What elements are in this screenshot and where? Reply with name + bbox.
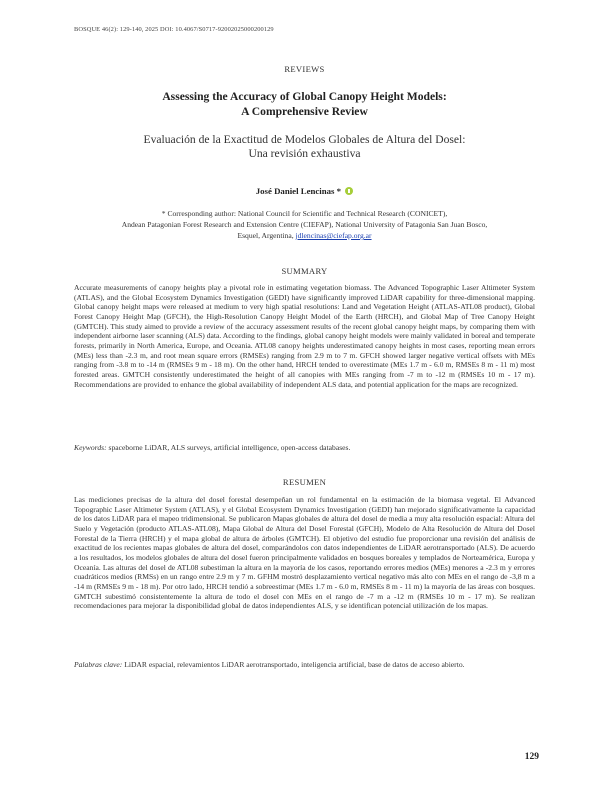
orcid-icon[interactable]	[345, 187, 353, 195]
journal-header: BOSQUE 46(2): 129-140, 2025 DOI: 10.4067/S0717-92002025000200129	[74, 26, 274, 33]
palabras-list: LiDAR espacial, relevamientos LiDAR aerotransportado, inteligencia artificial, base de datos de acceso abierto.	[122, 660, 465, 669]
affiliation-line-3	[0, 230, 609, 241]
palabras-label: Palabras clave:	[74, 660, 123, 669]
summary-heading: SUMMARY	[281, 266, 328, 276]
email-link[interactable]: jdlencinas@ciefap.org.ar	[295, 231, 372, 240]
section-label: REVIEWS	[284, 64, 325, 74]
summary-text: Accurate measurements of canopy heights play a pivotal role in estimating vegetation biomass. The Advanced Topographic Laser Altimeter System (ATLAS), and the Global Ecosystem Dynamics Investigation (GEDI) have significantly improved LiDAR capability for three-dimensional mapping. Global canopy height maps were released at medium to very high spatial resolutions: Land and Vegetation Height (ATLAS-ATL08 product), Global Forest Canopy Height Map (GFCH), the High-Resolution Canopy Height Model of the Earth (HRCH), and Global Map of Tree Canopy Height (GMTCH). This study aimed to provide a review of the accuracy assessment results of the recent global canopy height maps, by comparing them with independent airborne laser scanning (ALS) data. According to the findings, global canopy height models were mainly validated in boreal and temperate forests, primarily in North America, Europe, and Oceania. ATL08 canopy heights underestimated canopy heights in most cases, reporting mean errors (MEs) less than -2.3 m, and root mean square errors (RMSEs) ranging from 2.9 m to 7 m. GFCH showed larger negative vertical offsets with MEs ranging from -3.8 m to -14 m (RMSEs 9 m - 18 m). On the other hand, HRCH tended to overestimate (MEs 1.7 m - 6.0 m, RMSEs 8 m - 11 m) most forested areas. GMTCH consistently underestimated the height of all canopies with MEs ranging from -7 m to -12 m (RMSEs 10 m - 17 m). Recommendations are provided to enhance the global availability of independent ALS data, and potential application for the maps are recognized.	[74, 283, 535, 389]
article-title-spanish	[0, 133, 609, 161]
palabras-clave	[74, 660, 535, 670]
affiliation	[0, 208, 609, 241]
affiliation-line-2: Andean Patagonian Forest Research and Extension Centre (CIEFAP), National University of Patagonia San Juan Bosco,	[121, 220, 488, 229]
title-line-2: A Comprehensive Review	[241, 104, 368, 118]
affiliation-location: Esquel, Argentina,	[237, 231, 296, 240]
author-mark: *	[336, 186, 342, 196]
title-line-1: Assessing the Accuracy of Global Canopy Height Models:	[162, 90, 447, 103]
resumen-heading: RESUMEN	[282, 477, 327, 487]
author-line	[0, 186, 609, 196]
keywords	[74, 443, 535, 453]
title-es-line-1: Evaluación de la Exactitud de Modelos Globales de Altura del Dosel:	[143, 133, 466, 146]
article-title	[0, 90, 609, 119]
keywords-list: spaceborne LiDAR, ALS surveys, artificial intelligence, open-access databases.	[106, 443, 351, 452]
author-name: José Daniel Lencinas	[255, 186, 335, 196]
affiliation-line-1: * Corresponding author: National Council for Scientific and Technical Research (CONICET),	[161, 209, 448, 218]
title-es-line-2: Una revisión exhaustiva	[248, 147, 361, 160]
keywords-label: Keywords:	[74, 443, 107, 452]
resumen-text: Las mediciones precisas de la altura del dosel forestal desempeñan un rol fundamental en la estimación de la biomasa vegetal. El Advanced Topographic Laser Altimeter System (ATLAS), y el Global Ecosystem Dynamics Investigation (GEDI) han mejorado significativamente la capacidad de los datos LiDAR para el mapeo tridimensional. Se publicaron Mapas globales de altura del dosel de media a muy alta resolución espacial: Altura del Suelo y Vegetación (producto ATLAS-ATL08), Mapa Global de Altura del Dosel Forestal (GFCH), Modelo de Alta Resolución de Altura del Dosel Forestal de la Tierra (HRCH) y el mapa global de altura de árboles (GMTCH). El objetivo del estudio fue proporcionar una revisión del análisis de exactitud de los recientes mapas globales de altura del dosel, comparándolos con datos independientes de LiDAR aerotransportado (ALS). De acuerdo a los resultados, los modelos globales de altura del dosel fueron principalmente validados en bosques boreales y templados de Norteamérica, Europa y Oceanía. Las alturas del dosel de ATL08 subestiman la altura en la mayoría de los casos, reportando errores medios (MEs) menores a -2.3 m y errores cuadráticos medios (RMSs) en un rango entre 2.9 m y 7 m. GFHM mostró desplazamiento vertical negativo más alto con MEs en el rango de -3,8 m a -14 m (RMSEs 9 m - 18 m). Por otro lado, HRCH tendió a sobreestimar (MEs 1.7 m - 6.0 m, RMSEs 8 m - 11 m) la mayoría de las áreas con bosques. GMTCH subestimó consistentemente la altura de todo el dosel con MEs en el rango de -7 m a -12 m (RMSEs 10 m - 17 m). Se realizan recomendaciones para mejorar la disponibilidad global de datos independientes ALS, y se identifican potencial utilización de los mapas.	[74, 495, 535, 611]
page-number: 129	[524, 752, 539, 762]
